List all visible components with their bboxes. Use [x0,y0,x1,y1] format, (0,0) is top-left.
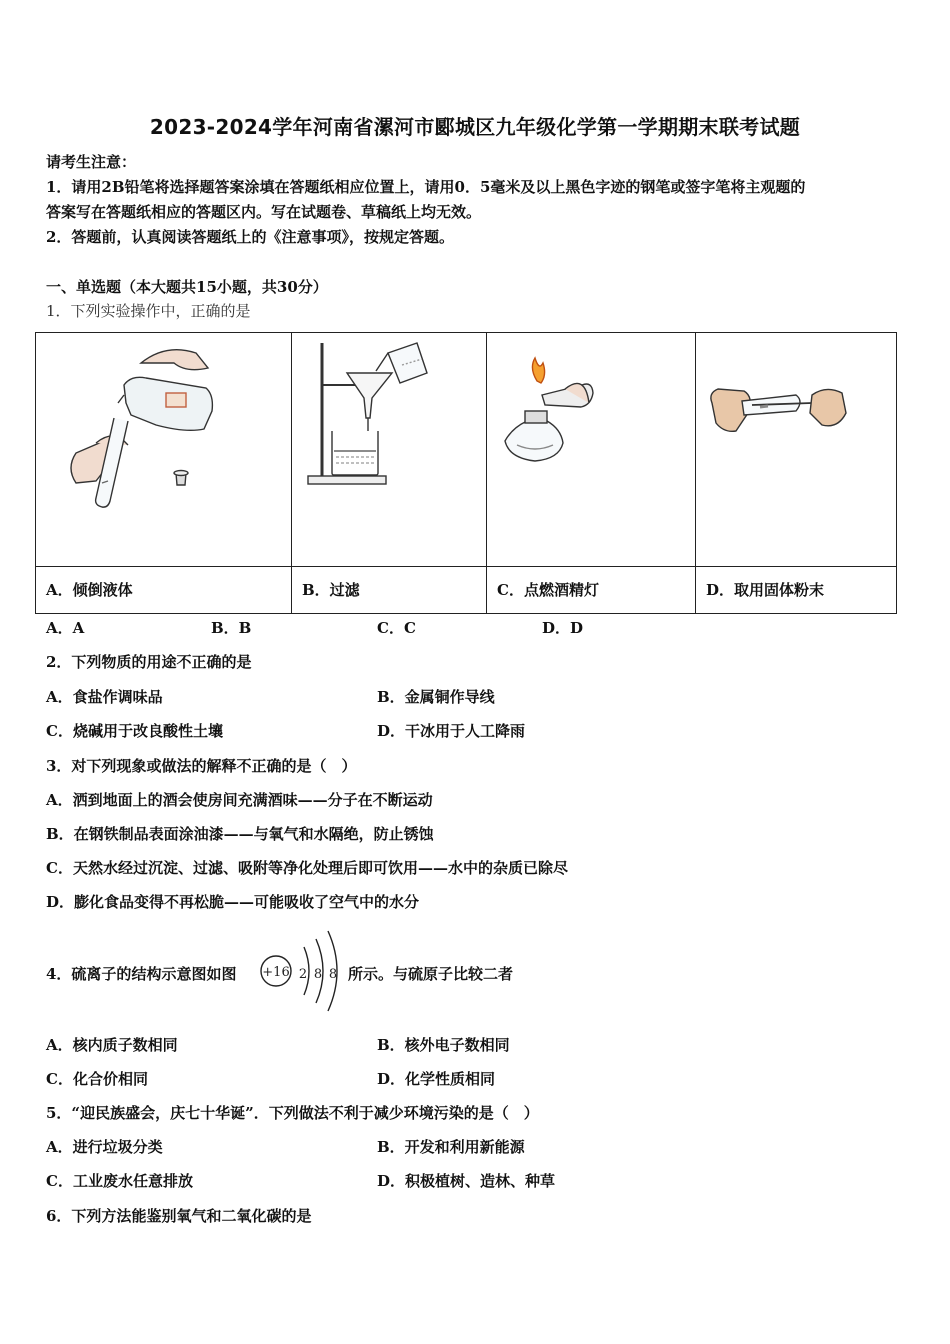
q5-option-b[interactable]: B．开发和利用新能源 [377,1138,525,1156]
q1-choice-d[interactable]: D．D [542,619,584,637]
taking-solid-powder-illustration [696,333,895,565]
lighting-alcohol-lamp-illustration [487,333,694,565]
q1-cell-d-label: D．取用固体粉末 [696,566,897,613]
notice-line-1b: 答案写在答题纸相应的答题区内。写在试题卷、草稿纸上均无效。 [46,203,482,221]
q1-cell-a-image [36,333,292,567]
q1-cell-a-label: A．倾倒液体 [36,566,292,613]
q5-option-d[interactable]: D．积极植树、造林、种草 [377,1172,556,1190]
q2-option-c[interactable]: C．烧碱用于改良酸性土壤 [46,722,223,740]
q2-option-b[interactable]: B．金属铜作导线 [377,688,495,706]
q3-option-b[interactable]: B．在钢铁制品表面涂油漆——与氧气和水隔绝，防止锈蚀 [46,825,434,843]
q4-option-b[interactable]: B．核外电子数相同 [377,1036,510,1054]
page-title: 2023-2024学年河南省漯河市郾城区九年级化学第一学期期末联考试题 [149,115,801,139]
q1-cell-d-image [696,333,897,567]
q1-choice-b[interactable]: B．B [211,619,252,637]
q3-stem: 3．对下列现象或做法的解释不正确的是（ ） [46,757,357,775]
q1-cell-c-image [487,333,696,567]
shell-2-label: 8 [313,967,323,982]
q5-option-a[interactable]: A．进行垃圾分类 [46,1138,163,1156]
q1-choice-c[interactable]: C．C [377,619,416,637]
q1-stem: 1．下列实验操作中，正确的是 [46,302,251,320]
q4-option-c[interactable]: C．化合价相同 [46,1070,148,1088]
nucleus-label: +16 [262,965,290,980]
shell-3-label: 8 [328,967,338,982]
q2-option-d[interactable]: D．干冰用于人工降雨 [377,722,526,740]
shell-1-label: 2 [298,967,308,982]
filtration-illustration [292,333,485,565]
q1-options-table [35,332,897,614]
q3-option-c[interactable]: C．天然水经过沉淀、过滤、吸附等净化处理后即可饮用——水中的杂质已除尽 [46,859,568,877]
pouring-liquid-illustration [36,333,290,565]
q4-stem-post: 所示。与硫原子比较二者 [348,965,514,983]
q2-stem: 2．下列物质的用途不正确的是 [46,653,252,671]
q3-option-a[interactable]: A．洒到地面上的酒会使房间充满酒味——分子在不断运动 [46,791,433,809]
q5-stem: 5．“迎民族盛会，庆七十华诞”．下列做法不利于减少环境污染的是（ ） [46,1104,539,1122]
notice-line-2: 2．答题前，认真阅读答题纸上的《注意事项》，按规定答题。 [46,228,454,246]
q6-stem: 6．下列方法能鉴别氧气和二氧化碳的是 [46,1207,312,1225]
q4-option-a[interactable]: A．核内质子数相同 [46,1036,178,1054]
q1-choice-a[interactable]: A．A [46,619,85,637]
section-heading: 一、单选题（本大题共15小题，共30分） [46,278,328,296]
q2-option-a[interactable]: A．食盐作调味品 [46,688,163,706]
sulfur-ion-structure-diagram [256,925,344,1017]
q4-stem-pre: 4．硫离子的结构示意图如图 [46,965,237,983]
q1-cell-c-label: C．点燃酒精灯 [487,566,696,613]
q1-cell-b-label: B．过滤 [292,566,487,613]
q4-option-d[interactable]: D．化学性质相同 [377,1070,496,1088]
notice-line-1a: 1．请用2B铅笔将选择题答案涂填在答题纸相应位置上，请用0．5毫米及以上黑色字迹的钢笔或签字笔将主观题的 [46,178,806,196]
q3-option-d[interactable]: D．膨化食品变得不再松脆——可能吸收了空气中的水分 [46,893,420,911]
notice-heading: 请考生注意： [46,153,137,171]
q5-option-c[interactable]: C．工业废水任意排放 [46,1172,193,1190]
q1-cell-b-image [292,333,487,567]
